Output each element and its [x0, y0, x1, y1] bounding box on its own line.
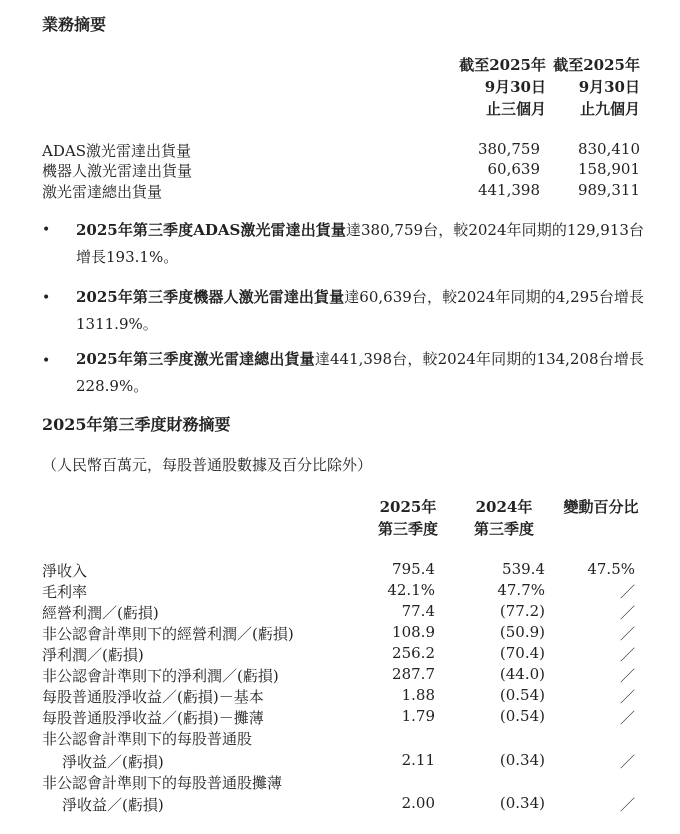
row-value-2025: 77.4: [401, 602, 435, 620]
row-value-change: ／: [619, 604, 635, 622]
row-label-continued: 淨收益／(虧損): [62, 796, 164, 814]
bullet-plain-text: 達380,759台，較2024年同期的129,913台增長193.1%。: [76, 221, 645, 266]
row-label: 淨收入: [42, 562, 88, 580]
bullet-marker: •: [42, 353, 51, 369]
row-value-3m: 380,759: [477, 140, 540, 158]
row-value-2024: (77.2): [499, 602, 545, 620]
row-label: 機器人激光雷達出貨量: [42, 162, 193, 180]
bullet-bold-text: 2025年第三季度ADAS激光雷達出貨量: [76, 221, 346, 239]
row-label-continued: 淨收益／(虧損): [62, 753, 164, 771]
bullet-marker: •: [42, 290, 51, 306]
row-value-change: ／: [619, 667, 635, 685]
col-header-change-pct: 變動百分比: [563, 498, 639, 516]
section-title-business: 業務摘要: [42, 15, 107, 34]
units-note: （人民幣百萬元，每股普通股數據及百分比除外）: [42, 456, 373, 474]
row-value-2024: (0.54): [499, 686, 545, 704]
row-value-change: ／: [619, 625, 635, 643]
row-label: 毛利率: [42, 583, 88, 601]
row-label: 非公認會計準則下的每股普通股: [42, 730, 253, 748]
bullet-text: [76, 284, 644, 338]
row-label: 經營利潤／(虧損): [42, 604, 159, 622]
row-label: 每股普通股淨收益／(虧損)－攤薄: [42, 709, 264, 727]
row-label: 非公認會計準則下的每股普通股攤薄: [42, 774, 283, 792]
row-value-2024: (0.34): [499, 794, 545, 812]
row-value-2024: (0.54): [499, 707, 545, 725]
bullet-bold-text: 2025年第三季度機器人激光雷達出貨量: [76, 288, 345, 306]
row-value-3m: 60,639: [487, 160, 540, 178]
row-value-2025: 795.4: [392, 560, 435, 578]
row-value-2024: (0.34): [499, 751, 545, 769]
row-value-2025: 256.2: [392, 644, 435, 662]
row-value-2025: 108.9: [392, 623, 435, 641]
col-header-2025q3: 2025年 第三季度: [377, 498, 438, 538]
bullet-bold-text: 2025年第三季度激光雷達總出貨量: [76, 350, 315, 368]
bullet-plain-text: 達441,398台，較2024年同期的134,208台增長228.9%。: [76, 350, 645, 395]
row-value-2025: 2.11: [401, 751, 435, 769]
row-value-2025: 1.79: [401, 707, 435, 725]
row-value-2024: 47.7%: [497, 581, 545, 599]
row-value-2025: 42.1%: [387, 581, 435, 599]
row-value-2025: 1.88: [401, 686, 435, 704]
col-header-3months: 截至2025年 9月30日 止三個月: [459, 56, 546, 118]
bullet-plain-text: 達60,639台，較2024年同期的4,295台增長1311.9%。: [76, 288, 645, 333]
row-value-change: ／: [619, 583, 635, 601]
row-value-change: ／: [619, 646, 635, 664]
row-label: ADAS激光雷達出貨量: [42, 142, 191, 160]
row-value-2024: 539.4: [502, 560, 545, 578]
bullet-text: [76, 346, 644, 400]
bullet-text: [76, 217, 644, 271]
bullet-marker: •: [42, 222, 51, 238]
row-value-change: ／: [619, 709, 635, 727]
row-label: 非公認會計準則下的淨利潤／(虧損): [42, 667, 279, 685]
row-label: 激光雷達總出貨量: [42, 183, 163, 201]
row-value-2024: (70.4): [499, 644, 545, 662]
row-value-9m: 989,311: [577, 181, 640, 199]
row-value-change: ／: [619, 796, 635, 814]
section-title-financial: 2025年第三季度財務摘要: [42, 415, 231, 434]
col-header-2024q3: 2024年 第三季度: [473, 498, 534, 538]
row-value-3m: 441,398: [477, 181, 540, 199]
row-label: 每股普通股淨收益／(虧損)－基本: [42, 688, 264, 706]
col-header-9months: 截至2025年 9月30日 止九個月: [553, 56, 640, 118]
row-value-9m: 830,410: [577, 140, 640, 158]
row-value-change: 47.5%: [587, 560, 635, 578]
row-label: 非公認會計準則下的經營利潤／(虧損): [42, 625, 294, 643]
row-value-change: ／: [619, 753, 635, 771]
row-value-2024: (44.0): [499, 665, 545, 683]
row-value-2025: 287.7: [392, 665, 435, 683]
row-label: 淨利潤／(虧損): [42, 646, 144, 664]
row-value-2024: (50.9): [499, 623, 545, 641]
row-value-2025: 2.00: [401, 794, 435, 812]
row-value-change: ／: [619, 688, 635, 706]
row-value-9m: 158,901: [577, 160, 640, 178]
